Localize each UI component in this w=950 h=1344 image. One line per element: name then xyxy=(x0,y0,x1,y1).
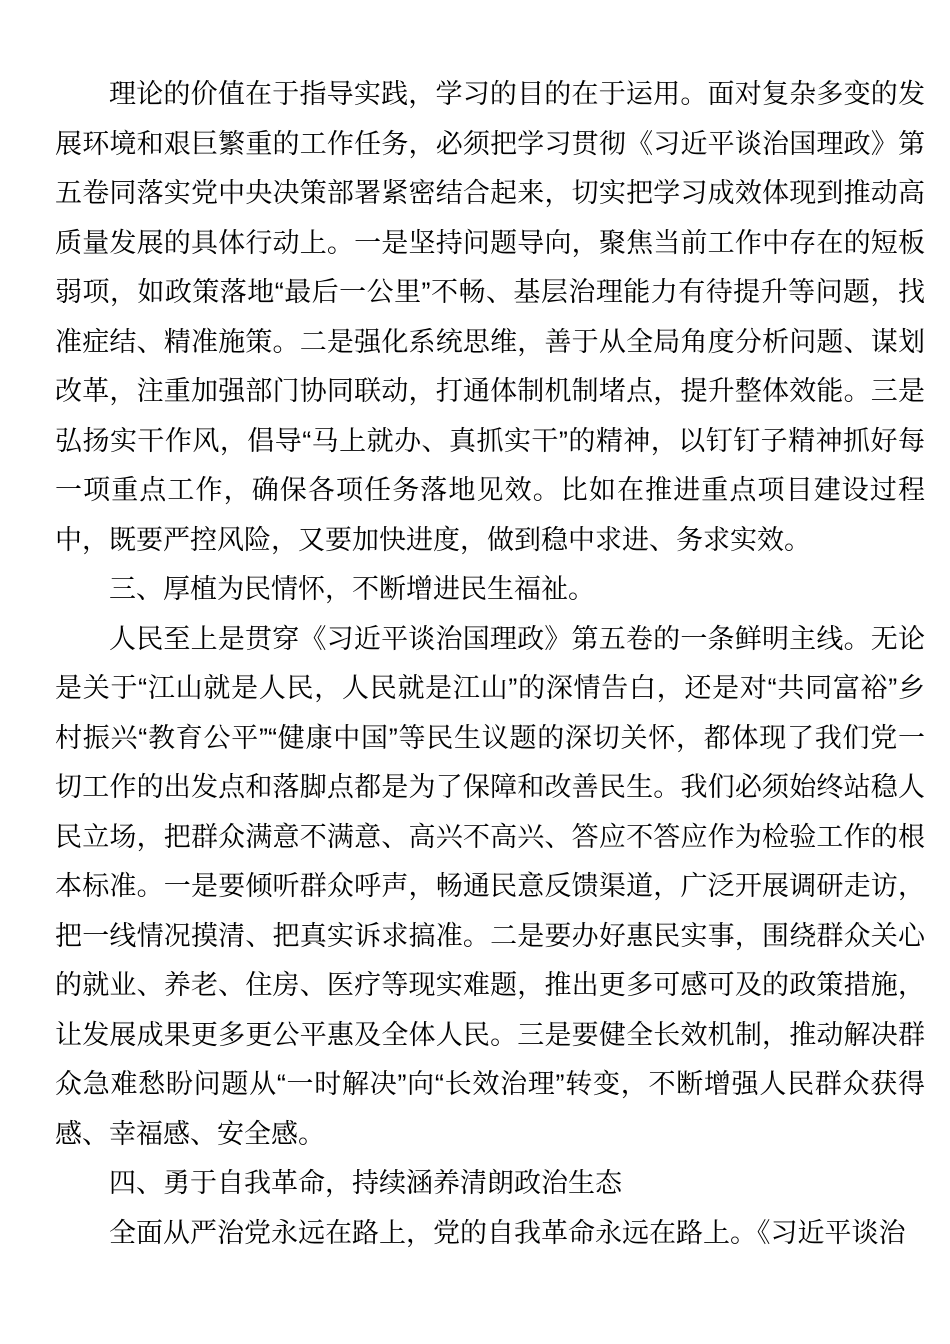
paragraph-party-self-revolution-truncated: 全面从严治党永远在路上，党的自我革命永远在路上。《习近平谈治 xyxy=(109,1217,906,1248)
section-heading-3-people-wellbeing: 三、厚植为民情怀，不断增进民生福祉。 xyxy=(109,574,595,604)
section-heading-4-self-revolution: 四、勇于自我革命，持续涵养清朗政治生态 xyxy=(109,1168,622,1198)
paragraph-theory-into-practice: 理论的价值在于指导实践，学习的目的在于运用。面对复杂多变的发展环境和艰巨繁重的工作任务，必须把学习贯彻《习近平谈治国理政》第五卷同落实党中央决策部署紧密结合起来，切实把学习成效体现到推动高质量发展的具体行动上。一是坚持问题导向，聚焦当前工作中存在的短板弱项，如政策落地“最后一公里”不畅、基层治理能力有待提升等问题，找准症结、精准施策。二是强化系统思维，善于从全局角度分析问题、谋划改革，注重加强部门协同联动，打通体制机制堵点，提升整体效能。三是弘扬实干作风，倡导“马上就办、真抓实干”的精神，以钉钉子精神抓好每一项重点工作，确保各项任务落地见效。比如在推进重点项目建设过程中，既要严控风险，又要加快进度，做到稳中求进、务求实效。 xyxy=(55,79,925,555)
paragraph-people-first: 人民至上是贯穿《习近平谈治国理政》第五卷的一条鲜明主线。无论是关于“江山就是人民，人民就是江山”的深情告白，还是对“共同富裕”乡村振兴“教育公平”“健康中国”等民生议题的深切关怀，都体现了我们党一切工作的出发点和落脚点都是为了保障和改善民生。我们必须始终站稳人民立场，把群众满意不满意、高兴不高兴、答应不答应作为检验工作的根本标准。一是要倾听群众呼声，畅通民意反馈渠道，广泛开展调研走访，把一线情况摸清、把真实诉求搞准。二是要办好惠民实事，围绕群众关心的就业、养老、住房、医疗等现实难题，推出更多可感可及的政策措施，让发展成果更多更公平惠及全体人民。三是要健全长效机制，推动解决群众急难愁盼问题从“一时解决”向“长效治理”转变，不断增强人民群众获得感、幸福感、安全感。 xyxy=(55,623,925,1149)
